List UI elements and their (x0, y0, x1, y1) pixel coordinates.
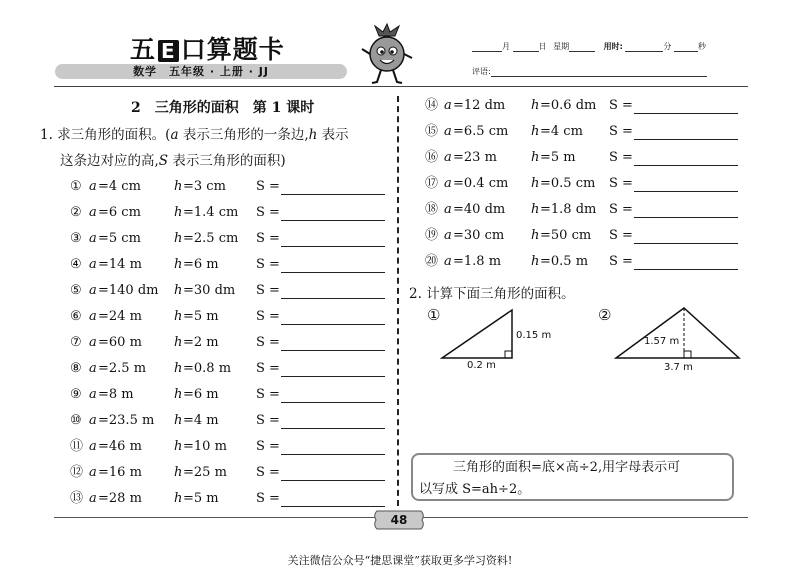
column-divider (397, 96, 399, 506)
second-label: 秒 (697, 42, 706, 51)
item-a-value: =8 m (98, 387, 134, 402)
answer-blank[interactable] (281, 228, 385, 247)
answer-blank[interactable] (634, 95, 738, 114)
answer-blank[interactable] (634, 173, 738, 192)
item-h-value: =50 cm (540, 228, 592, 243)
question-2-instruction (409, 282, 575, 302)
answer-blank[interactable] (634, 225, 738, 244)
answer-blank[interactable] (281, 488, 385, 507)
item-number: ⑯ (425, 150, 439, 165)
item-a-value: =1.8 m (453, 254, 502, 269)
item-a-value: =23 m (453, 150, 497, 165)
answer-blank[interactable] (281, 332, 385, 351)
item-h-value: =5 m (183, 491, 219, 506)
title-letter-e: E (158, 40, 179, 62)
item-number: ⑧ (70, 361, 82, 376)
q1-var-s: S (158, 153, 169, 169)
item-number: ⑩ (70, 413, 82, 428)
q1-instruction-a: 求三角形的面积。( (57, 127, 171, 143)
q1-instruction-line2-a: 这条边对应的高, (60, 153, 159, 169)
figure-1-base-label: 0.2 m (467, 360, 496, 371)
footer-note: 关注微信公众号“捷思课堂”获取更多学习资料! (287, 554, 513, 567)
answer-blank[interactable] (281, 384, 385, 403)
item-a-value: =14 m (98, 257, 142, 272)
week-label: 星期 (553, 42, 570, 51)
answer-blank[interactable] (281, 176, 385, 195)
item-number: ⑤ (70, 283, 82, 298)
item-s-label: S = (256, 439, 280, 454)
answer-blank[interactable] (281, 306, 385, 325)
item-a-value: =0.4 cm (453, 176, 509, 191)
figure-1-number: ① (427, 306, 441, 324)
figure-2-base-label: 3.7 m (664, 362, 693, 373)
figure-2-height-label: 1.57 m (644, 336, 680, 347)
item-h-value: =0.5 m (540, 254, 589, 269)
item-number: ① (70, 179, 82, 194)
item-number: ⑨ (70, 387, 82, 402)
item-s-label: S = (256, 231, 280, 246)
eval-blank[interactable] (491, 67, 707, 77)
title-part2: 口算题卡 (180, 35, 285, 64)
item-h-value: =5 m (183, 309, 219, 324)
week-blank[interactable] (569, 42, 595, 52)
q1-var-h: h (308, 127, 318, 143)
item-number: ⑳ (425, 254, 439, 269)
item-number: ⑰ (425, 176, 439, 191)
item-number: ⑬ (70, 491, 84, 506)
month-label: 月 (502, 42, 510, 51)
time-label: 用时: (603, 42, 623, 51)
item-s-label: S = (256, 361, 280, 376)
item-h-value: =0.5 cm (540, 176, 596, 191)
item-number: ② (70, 205, 82, 220)
item-a-value: =24 m (98, 309, 142, 324)
item-h-value: =1.8 dm (540, 202, 597, 217)
item-s-label: S = (256, 465, 280, 480)
item-a-value: =12 dm (453, 98, 506, 113)
item-s-label: S = (609, 150, 633, 165)
answer-blank[interactable] (281, 410, 385, 429)
title-part1: 五 (130, 35, 157, 64)
item-s-label: S = (609, 202, 633, 217)
q1-instruction-c: 表示 (317, 127, 349, 143)
answer-blank[interactable] (281, 462, 385, 481)
item-h-value: =3 cm (183, 179, 226, 194)
q1-instruction-line2-b: 表示三角形的面积) (168, 153, 286, 169)
formula-note-box (411, 453, 734, 501)
answer-blank[interactable] (281, 358, 385, 377)
isosceles-triangle-figure (614, 306, 742, 362)
item-h-value: =6 m (183, 257, 219, 272)
item-number: ⑦ (70, 335, 82, 350)
answer-blank[interactable] (281, 280, 385, 299)
second-blank[interactable] (674, 42, 698, 52)
q1-number: 1. (40, 127, 53, 143)
item-a-value: =2.5 m (98, 361, 147, 376)
q2-number: 2. (409, 286, 422, 302)
item-h-value: =2 m (183, 335, 219, 350)
item-a-value: =30 cm (453, 228, 505, 243)
item-number: ④ (70, 257, 82, 272)
item-h-value: =2.5 cm (183, 231, 239, 246)
item-s-label: S = (256, 413, 280, 428)
q1-var-a: a (170, 127, 179, 143)
formula-line-1: 三角形的面积=底×高÷2,用字母表示可 (453, 460, 681, 475)
item-a-value: =23.5 m (98, 413, 155, 428)
evaluation-line (472, 66, 707, 77)
item-number: ⑭ (425, 98, 439, 113)
item-h-value: =4 m (183, 413, 219, 428)
item-s-label: S = (609, 176, 633, 191)
formula-line-2: 以写成 S=ah÷2。 (419, 482, 531, 497)
date-time-line (472, 41, 706, 52)
item-h-value: =0.6 dm (540, 98, 597, 113)
item-s-label: S = (256, 309, 280, 324)
page-number: 48 (390, 513, 408, 527)
question-1-instruction (40, 122, 392, 174)
item-s-label: S = (609, 98, 633, 113)
item-h-value: =6 m (183, 387, 219, 402)
figure-2-number: ② (598, 306, 612, 324)
item-s-label: S = (609, 254, 633, 269)
item-s-label: S = (256, 491, 280, 506)
item-s-label: S = (256, 257, 280, 272)
minute-label: 分 (663, 42, 672, 51)
subject-bar: 数学 五年级 · 上册 · JJ (55, 64, 347, 79)
answer-blank[interactable] (281, 254, 385, 273)
answer-blank[interactable] (634, 199, 738, 218)
item-s-label: S = (609, 124, 633, 139)
item-h-value: =0.8 m (183, 361, 232, 376)
item-a-value: =40 dm (453, 202, 506, 217)
item-a-value: =5 cm (98, 231, 141, 246)
answer-blank[interactable] (281, 202, 385, 221)
answer-blank[interactable] (281, 436, 385, 455)
item-s-label: S = (256, 205, 280, 220)
item-h-value: =5 m (540, 150, 576, 165)
item-number: ③ (70, 231, 82, 246)
answer-blank[interactable] (634, 147, 738, 166)
item-a-value: =46 m (98, 439, 142, 454)
item-number: ⑫ (70, 465, 84, 480)
item-s-label: S = (256, 179, 280, 194)
item-s-label: S = (256, 283, 280, 298)
item-a-value: =4 cm (98, 179, 141, 194)
mascot-illustration (357, 22, 417, 87)
eval-label: 评语: (472, 67, 491, 76)
item-number: ⑱ (425, 202, 439, 217)
item-h-value: =1.4 cm (183, 205, 239, 220)
item-a-value: =140 dm (98, 283, 159, 298)
right-triangle-figure (438, 306, 518, 362)
item-h-value: =4 cm (540, 124, 583, 139)
item-number: ⑮ (425, 124, 439, 139)
item-a-value: =28 m (98, 491, 142, 506)
day-blank[interactable] (513, 42, 539, 52)
item-a-value: =6 cm (98, 205, 141, 220)
header-rule (54, 86, 748, 87)
item-s-label: S = (256, 335, 280, 350)
item-a-value: =6.5 cm (453, 124, 509, 139)
item-number: ⑪ (70, 439, 84, 454)
lesson-title: 2 三角形的面积 第 1 课时 (131, 100, 315, 116)
item-a-value: =16 m (98, 465, 142, 480)
item-h-value: =30 dm (183, 283, 236, 298)
figure-1-height-label: 0.15 m (516, 330, 552, 341)
month-blank[interactable] (472, 42, 502, 52)
card-title (130, 30, 285, 66)
day-label: 日 (538, 42, 547, 51)
item-a-value: =60 m (98, 335, 142, 350)
item-h-value: =10 m (183, 439, 227, 454)
item-s-label: S = (609, 228, 633, 243)
item-h-value: =25 m (183, 465, 227, 480)
minute-blank[interactable] (625, 42, 663, 52)
q1-instruction-b: 表示三角形的一条边, (178, 127, 309, 143)
q2-instruction: 计算下面三角形的面积。 (426, 286, 575, 302)
item-number: ⑲ (425, 228, 439, 243)
item-s-label: S = (256, 387, 280, 402)
item-number: ⑥ (70, 309, 82, 324)
answer-blank[interactable] (634, 251, 738, 270)
answer-blank[interactable] (634, 121, 738, 140)
